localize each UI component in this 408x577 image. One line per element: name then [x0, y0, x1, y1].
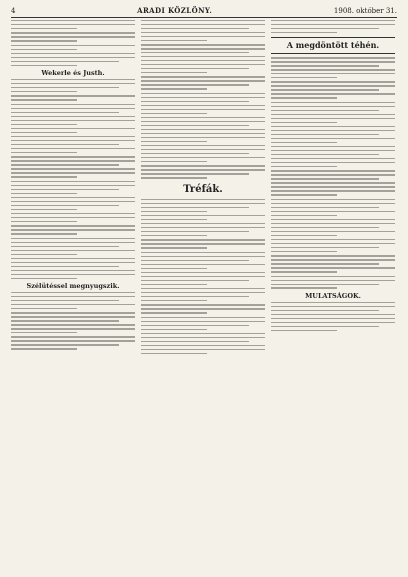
text-line [11, 108, 135, 109]
text-line [141, 325, 249, 326]
text-line [11, 152, 77, 153]
text-line [11, 128, 135, 129]
text-line [141, 211, 207, 212]
text-line [271, 142, 337, 143]
paragraph [11, 258, 135, 279]
text-line [141, 125, 249, 126]
text-line [271, 194, 337, 195]
paragraph [271, 102, 395, 123]
text-line [141, 349, 265, 350]
text-line [11, 189, 119, 190]
text-line [11, 176, 77, 177]
text-line [141, 199, 265, 200]
paragraph [271, 170, 395, 195]
text-line [271, 276, 395, 277]
column-2 [141, 20, 265, 566]
text-line [11, 262, 135, 263]
article-columns [11, 20, 397, 566]
text-line [11, 348, 77, 349]
text-line [141, 76, 265, 77]
text-line [271, 231, 395, 232]
text-line [11, 116, 135, 117]
text-line [271, 330, 337, 331]
text-line [11, 20, 135, 21]
text-line [141, 252, 265, 253]
paragraph [11, 181, 135, 194]
text-line [11, 168, 135, 169]
text-line [11, 201, 135, 202]
text-line [271, 322, 395, 323]
text-line [141, 165, 265, 166]
text-line [271, 203, 395, 204]
text-line [141, 48, 265, 49]
text-line [141, 84, 249, 85]
text-line [11, 209, 77, 210]
paragraph [11, 136, 135, 153]
text-line [141, 203, 265, 204]
text-line [11, 332, 77, 333]
text-line [11, 83, 135, 84]
paragraph [141, 93, 265, 114]
text-line [271, 126, 395, 127]
paragraph [271, 239, 395, 252]
text-line [271, 77, 337, 78]
paragraph [11, 238, 135, 255]
text-line [271, 89, 379, 90]
text-line [141, 149, 265, 150]
text-line [141, 80, 265, 81]
text-line [141, 353, 207, 354]
paper-title: ARADI KÖZLÖNY. [137, 6, 213, 15]
text-line [141, 105, 265, 106]
text-line [11, 124, 77, 125]
text-line [11, 91, 77, 92]
text-line [271, 306, 395, 307]
text-line [11, 328, 135, 329]
text-line [141, 169, 265, 170]
text-line [141, 276, 265, 277]
text-line [141, 272, 265, 273]
text-line [271, 158, 395, 159]
text-line [271, 65, 379, 66]
text-line [271, 20, 395, 21]
text-line [11, 304, 135, 305]
paragraph [141, 252, 265, 269]
text-line [271, 150, 395, 151]
text-line [271, 271, 337, 272]
text-line [11, 270, 135, 271]
paragraph [141, 215, 265, 220]
text-line [271, 267, 395, 268]
paragraph [141, 117, 265, 142]
text-line [11, 308, 77, 309]
paragraph [141, 199, 265, 212]
text-line [141, 97, 265, 98]
text-line [141, 207, 249, 208]
text-line [11, 213, 135, 214]
text-line [271, 106, 395, 107]
text-line [271, 199, 395, 200]
text-line [11, 28, 77, 29]
text-line [11, 250, 135, 251]
text-line [141, 264, 265, 265]
text-line [271, 259, 395, 260]
section-heading: A megdöntött téhén. [271, 37, 395, 54]
text-line [11, 296, 135, 297]
text-line [271, 85, 395, 86]
text-line [11, 185, 135, 186]
text-line [141, 121, 265, 122]
text-line [141, 129, 265, 130]
text-line [11, 120, 135, 121]
text-line [141, 247, 207, 248]
text-line [11, 274, 135, 275]
text-line [11, 336, 135, 337]
text-line [11, 312, 135, 313]
text-line [141, 40, 207, 41]
text-line [271, 310, 379, 311]
paragraph [11, 312, 135, 333]
text-line [141, 44, 265, 45]
text-line [141, 260, 249, 261]
text-line [271, 118, 395, 119]
text-line [141, 227, 265, 228]
text-line [271, 32, 337, 33]
text-line [141, 24, 265, 25]
paragraph [141, 317, 265, 330]
text-line [271, 247, 379, 248]
text-line [141, 153, 249, 154]
paragraph [141, 165, 265, 178]
text-line [271, 255, 395, 256]
text-line [141, 223, 265, 224]
paragraph [141, 333, 265, 354]
paragraph [11, 336, 135, 349]
paragraph [11, 32, 135, 41]
text-line [11, 246, 119, 247]
text-line [141, 60, 265, 61]
text-line [11, 193, 77, 194]
page-number: 4 [11, 7, 16, 15]
paragraph [141, 239, 265, 248]
text-line [11, 87, 119, 88]
text-line [271, 81, 395, 82]
text-line [271, 211, 395, 212]
text-line [141, 235, 207, 236]
section-heading: MULATSÁGOK. [305, 291, 361, 300]
text-line [141, 28, 249, 29]
text-line [271, 326, 379, 327]
text-line [11, 65, 77, 66]
text-line [11, 300, 119, 301]
text-line [141, 88, 207, 89]
text-line [271, 170, 395, 171]
text-line [141, 101, 249, 102]
paragraph [11, 128, 135, 133]
text-line [141, 231, 249, 232]
text-line [141, 296, 249, 297]
paragraph [271, 20, 395, 33]
text-line [141, 288, 265, 289]
text-line [271, 57, 395, 58]
text-line [271, 287, 337, 288]
text-line [11, 217, 135, 218]
text-line [271, 162, 395, 163]
section-heading: Tréfák. [183, 183, 223, 195]
text-line [11, 221, 77, 222]
text-line [141, 284, 207, 285]
text-line [11, 61, 119, 62]
text-line [141, 243, 265, 244]
text-line [11, 344, 119, 345]
text-line [141, 329, 207, 330]
text-line [11, 238, 135, 239]
text-line [11, 32, 135, 33]
paragraph [11, 225, 135, 234]
text-line [11, 164, 119, 165]
text-line [271, 314, 395, 315]
text-line [141, 300, 207, 301]
text-line [11, 266, 119, 267]
text-line [141, 337, 265, 338]
section-heading: Wekerle és Justh. [41, 69, 105, 78]
paragraph [11, 213, 135, 222]
masthead-rule [11, 17, 397, 18]
text-line [141, 177, 207, 178]
text-line [11, 233, 77, 234]
paragraph [11, 104, 135, 125]
text-line [271, 235, 337, 236]
text-line [271, 97, 337, 98]
text-line [271, 138, 395, 139]
text-line [141, 333, 265, 334]
column-1 [11, 20, 135, 566]
text-line [11, 148, 135, 149]
section-heading: Szélütéssel megnyugszik. [26, 282, 120, 291]
paragraph [11, 53, 135, 66]
paragraph [11, 292, 135, 309]
text-line [271, 215, 337, 216]
text-line [271, 69, 395, 70]
paragraph [271, 276, 395, 289]
paragraph [141, 272, 265, 285]
text-line [271, 227, 379, 228]
text-line [11, 254, 77, 255]
text-line [11, 320, 119, 321]
text-line [271, 186, 395, 187]
text-line [141, 341, 249, 342]
text-line [141, 72, 207, 73]
text-line [271, 280, 395, 281]
text-line [271, 219, 395, 220]
text-line [11, 229, 135, 230]
text-line [141, 32, 265, 33]
text-line [271, 28, 379, 29]
text-line [141, 215, 265, 216]
text-line [11, 144, 119, 145]
paragraph [141, 304, 265, 313]
text-line [271, 122, 337, 123]
text-line [11, 242, 135, 243]
text-line [271, 73, 395, 74]
text-line [11, 156, 135, 157]
text-line [11, 225, 135, 226]
text-line [271, 110, 379, 111]
text-line [271, 166, 337, 167]
text-line [271, 146, 395, 147]
masthead [11, 6, 397, 16]
text-line [141, 317, 265, 318]
text-line [141, 312, 207, 313]
text-line [11, 112, 119, 113]
text-line [11, 140, 135, 141]
paragraph [271, 255, 395, 272]
text-line [141, 304, 265, 305]
column-3 [271, 20, 395, 566]
text-line [11, 316, 135, 317]
text-line [141, 321, 265, 322]
text-line [141, 292, 265, 293]
text-line [271, 130, 395, 131]
text-line [11, 24, 135, 25]
text-line [141, 113, 207, 114]
paragraph [11, 197, 135, 210]
text-line [141, 20, 265, 21]
text-line [271, 178, 379, 179]
paragraph [11, 20, 135, 29]
text-line [141, 52, 249, 53]
text-line [271, 182, 395, 183]
text-line [271, 190, 395, 191]
paragraph [141, 76, 265, 89]
text-line [11, 95, 135, 96]
text-line [11, 79, 135, 80]
paragraph [141, 44, 265, 73]
text-line [271, 114, 395, 115]
text-line [271, 302, 395, 303]
paragraph [271, 146, 395, 167]
text-line [11, 181, 135, 182]
text-line [141, 219, 207, 220]
paragraph [271, 219, 395, 236]
paragraph [271, 199, 395, 216]
text-line [11, 40, 77, 41]
text-line [271, 174, 395, 175]
paragraph [141, 288, 265, 301]
text-line [11, 160, 135, 161]
text-line [141, 68, 249, 69]
text-line [141, 36, 265, 37]
text-line [271, 251, 337, 252]
text-line [271, 263, 379, 264]
text-line [271, 93, 395, 94]
text-line [271, 243, 395, 244]
paragraph [11, 95, 135, 100]
paragraph [141, 223, 265, 236]
paragraph [271, 81, 395, 98]
text-line [271, 102, 395, 103]
issue-date: 1908. október 31. [333, 7, 397, 15]
text-line [11, 49, 77, 50]
text-line [11, 136, 135, 137]
text-line [141, 157, 265, 158]
text-line [141, 280, 249, 281]
paragraph [271, 57, 395, 78]
text-line [11, 172, 135, 173]
text-line [271, 239, 395, 240]
text-line [11, 132, 77, 133]
text-line [141, 268, 207, 269]
text-line [11, 205, 119, 206]
text-line [141, 133, 265, 134]
text-line [11, 36, 135, 37]
text-line [11, 258, 135, 259]
text-line [11, 104, 135, 105]
text-line [271, 284, 379, 285]
paragraph [141, 20, 265, 41]
text-line [271, 61, 395, 62]
text-line [141, 137, 265, 138]
paragraph [271, 302, 395, 331]
text-line [141, 239, 265, 240]
text-line [141, 56, 265, 57]
text-line [11, 278, 77, 279]
text-line [11, 340, 135, 341]
text-line [271, 154, 379, 155]
text-line [141, 141, 207, 142]
text-line [11, 197, 135, 198]
text-line [141, 109, 265, 110]
text-line [271, 223, 395, 224]
text-line [141, 345, 265, 346]
paragraph [11, 79, 135, 92]
text-line [11, 324, 135, 325]
text-line [141, 308, 265, 309]
paragraph [11, 45, 135, 50]
text-line [141, 173, 249, 174]
text-line [11, 99, 77, 100]
text-line [141, 64, 265, 65]
text-line [11, 292, 135, 293]
text-line [271, 207, 379, 208]
text-line [141, 117, 265, 118]
paragraph [141, 145, 265, 162]
text-line [11, 53, 135, 54]
text-line [11, 45, 135, 46]
paragraph [271, 126, 395, 143]
text-line [271, 24, 395, 25]
text-line [141, 256, 265, 257]
text-line [11, 57, 135, 58]
paragraph [11, 156, 135, 177]
text-line [141, 93, 265, 94]
text-line [271, 318, 395, 319]
text-line [141, 145, 265, 146]
text-line [141, 161, 207, 162]
text-line [271, 134, 379, 135]
